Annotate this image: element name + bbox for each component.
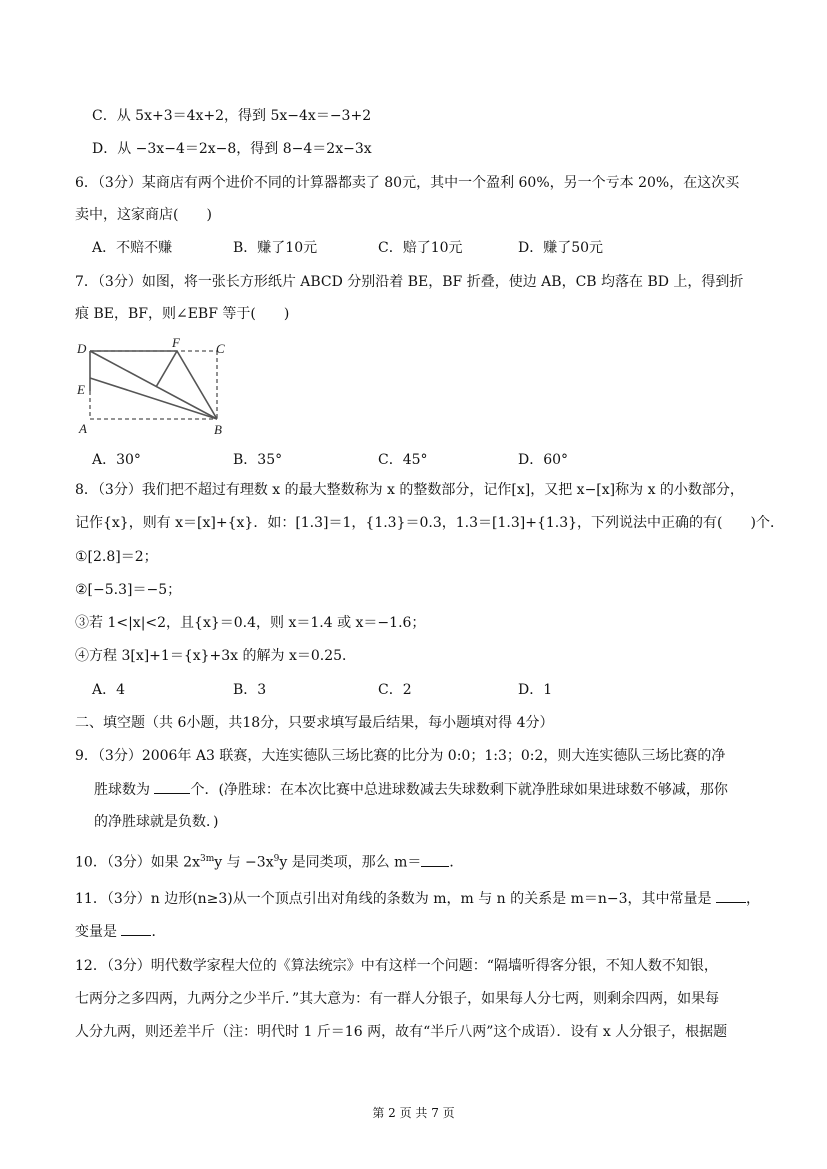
statement-1: ①[2.8]＝2； bbox=[75, 549, 158, 565]
question-8-line-2: 记作{x}，则有 x＝[x]+{x}．如：[1.3]＝1，{1.3}＝0.3，1.3＝[1.3]+{1.3}，下列说法中正确的有( )个． bbox=[75, 515, 784, 531]
q7-option-a: A．30° bbox=[92, 452, 141, 468]
question-6-line-1: 6．（3分）某商店有两个进价不同的计算器都卖了 80元，其中一个盈利 60%，另一个亏本 20%，在这次买 bbox=[75, 175, 740, 191]
q8-option-d: D．1 bbox=[518, 682, 553, 698]
q8-option-a: A．4 bbox=[92, 682, 126, 698]
figure-lines bbox=[90, 351, 217, 419]
q11-text-1: 11．（3分）n 边形(n≥3)从一个顶点引出对角线的条数为 m，m 与 n 的关系是 m＝n−3，其中常量是 bbox=[75, 891, 716, 907]
section-2-heading: 二、填空题（共 6小题，共18分，只要求填写最后结果，每小题填对得 4分） bbox=[75, 715, 554, 731]
page-footer: 第 2 页 共 7 页 bbox=[372, 1106, 455, 1120]
q10-text-2: y 与 −3x bbox=[214, 854, 274, 871]
label-c: C bbox=[216, 341, 225, 356]
label-a: A bbox=[79, 421, 87, 436]
rectangle-fold-figure bbox=[72, 336, 242, 440]
q8-option-b: B．3 bbox=[233, 682, 267, 698]
question-10-line bbox=[75, 849, 463, 873]
label-b: B bbox=[214, 422, 222, 437]
q11-variable-blank bbox=[121, 921, 151, 936]
q6-option-b: B．赚了10元 bbox=[233, 240, 318, 256]
label-d: D bbox=[77, 341, 87, 356]
option-c-line: C．从 5x+3＝4x+2，得到 5x−4x＝−3+2 bbox=[92, 108, 372, 124]
q10-exponent-2: 9 bbox=[273, 854, 280, 864]
question-12-line-1: 12．（3分）明代数学家程大位的《算法统宗》中有这样一个问题：“隔墙听得客分银，不知人数不知银， bbox=[75, 958, 718, 974]
question-11-line-2 bbox=[75, 921, 165, 942]
question-9-line-3: 的净胜球就是负数．) bbox=[94, 814, 219, 830]
q11-text-2: 变量是 bbox=[75, 924, 122, 940]
q10-text-1: 10．（3分）如果 2x bbox=[75, 854, 200, 871]
label-f: F bbox=[172, 336, 180, 350]
q6-option-d: D．赚了50元 bbox=[518, 240, 604, 256]
q9-answer-blank bbox=[154, 779, 190, 794]
q9-text-before-blank: 胜球数为 bbox=[94, 782, 155, 798]
q11-period: ． bbox=[151, 924, 166, 940]
question-9-line-2 bbox=[94, 779, 728, 800]
q7-option-b: B．35° bbox=[233, 452, 283, 468]
question-11-line-1 bbox=[75, 888, 760, 909]
question-12-line-3: 人分九两，则还差半斤（注：明代时 1 斤＝16 两，故有“半斤八两”这个成语）．设有 x 人分银子，根据题 bbox=[75, 1024, 728, 1040]
q9-text-after-blank: 个．(净胜球：在本次比赛中总进球数减去失球数剩下就净胜球如果进球数不够减，那你 bbox=[190, 782, 728, 798]
q6-option-c: C．赔了10元 bbox=[378, 240, 463, 256]
q10-text-3: y 是同类项，那么 m＝ bbox=[279, 854, 422, 871]
question-12-line-2: 七两分之多四两，九两分之少半斤．”其大意为：有一群人分银子，如果每人分七两，则剩余四两，如果每 bbox=[75, 991, 720, 1007]
question-8-line-1: 8．（3分）我们把不超过有理数 x 的最大整数称为 x 的整数部分，记作[x]，又把 x−[x]称为 x 的小数部分， bbox=[75, 482, 744, 498]
question-6-line-2: 卖中，这家商店( ) bbox=[75, 207, 212, 223]
statement-3: ③若 1<|x|<2，且{x}＝0.4，则 x＝1.4 或 x＝−1.6； bbox=[75, 615, 426, 631]
q10-exponent-1: 3m bbox=[199, 854, 215, 864]
q6-option-a: A．不赔不赚 bbox=[92, 240, 173, 256]
question-7-line-1: 7．（3分）如图，将一张长方形纸片 ABCD 分别沿着 BE，BF 折叠，使边 AB，CB 均落在 BD 上，得到折 bbox=[75, 274, 744, 290]
q10-period: ． bbox=[449, 854, 464, 871]
label-e: E bbox=[77, 382, 85, 397]
statement-4: ④方程 3[x]+1＝{x}+3x 的解为 x＝0.25． bbox=[75, 648, 357, 664]
q7-option-d: D．60° bbox=[518, 452, 569, 468]
q8-option-c: C．2 bbox=[378, 682, 412, 698]
q11-constant-blank bbox=[716, 888, 746, 903]
q7-option-c: C．45° bbox=[378, 452, 428, 468]
question-9-line-1: 9．（3分）2006年 A3 联赛，大连实德队三场比赛的比分为 0:0；1:3；0:2，则大连实德队三场比赛的净 bbox=[75, 748, 726, 764]
q10-answer-blank bbox=[421, 852, 449, 867]
option-d-line: D．从 −3x−4＝2x−8，得到 8−4＝2x−3x bbox=[92, 141, 372, 157]
question-7-line-2: 痕 BE，BF，则∠EBF 等于( ) bbox=[75, 306, 290, 322]
statement-2: ②[−5.3]＝−5； bbox=[75, 582, 182, 598]
q11-comma: ， bbox=[745, 891, 760, 907]
